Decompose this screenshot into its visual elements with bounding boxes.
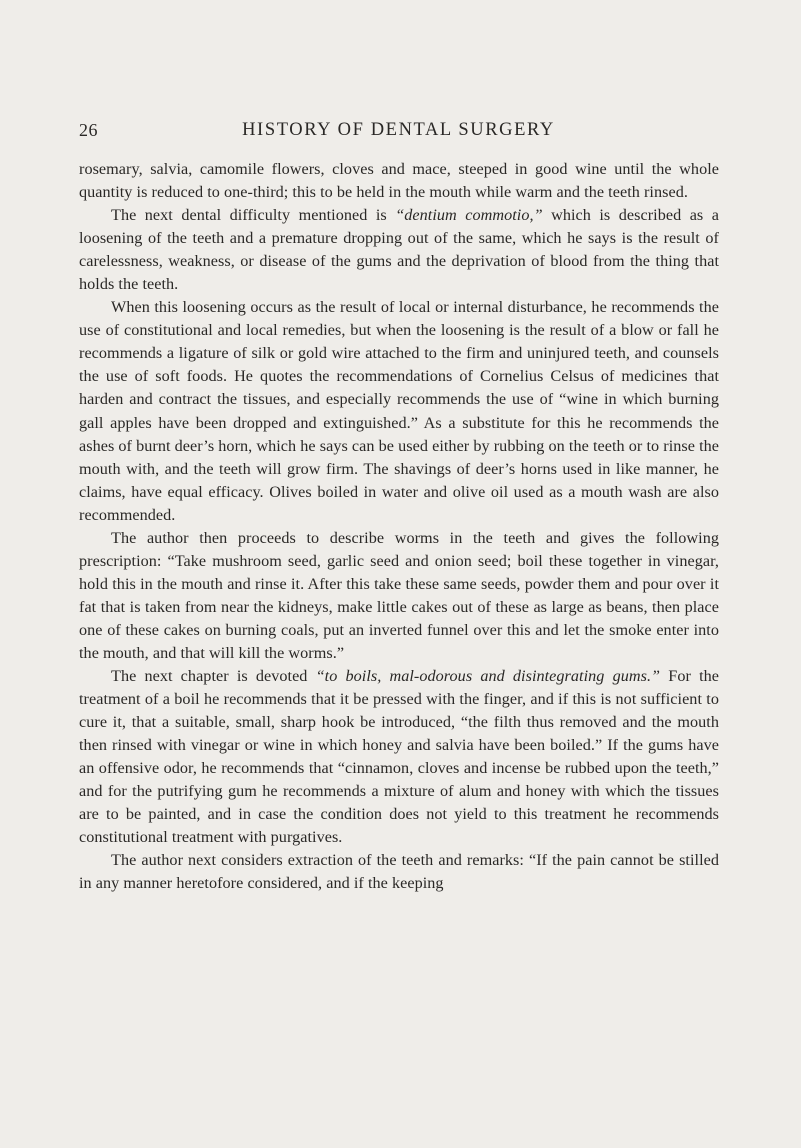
paragraph-text: The author then proceeds to describe worms in the teeth and gives the following prescription: “Take mushroom seed, garlic seed and onion seed; boil these together in vinegar, hold this in the mouth and rinse it. After this take these same seeds, powder them and pour over it fat that is taken from near the kidneys, make little cakes out of these as large as beans, then place one of these cakes on burning coals, put an inverted funnel over this and let the smoke enter into the mouth, and that will kill the worms.” xyxy=(79,528,719,662)
paragraph-text: rosemary, salvia, camomile flowers, cloves and mace, steeped in good wine until the whole quantity is reduced to one-third; this to be held in the mouth while warm and the teeth rinsed. xyxy=(79,160,719,202)
italic-term: “dentium commotio,” xyxy=(395,206,543,225)
paragraph xyxy=(79,204,719,296)
paragraph xyxy=(79,665,719,849)
paragraph xyxy=(79,158,719,204)
paragraph-text: When this loosening occurs as the result of local or internal disturbance, he recommends the use of constitutional and local remedies, but when the loosening is the result of a blow or fall he recommends a ligature of silk or gold wire attached to the firm and uninjured teeth, and counsels the use of soft foods. He quotes the recommendations of Cornelius Celsus of medicines that harden and contract the tissues, and especially recommends the use of “wine in which burning gall apples have been dropped and extinguished.” As a substitute for this he recommends the ashes of burnt deer’s horn, which he says can be used either by rubbing on the teeth or to rinse the mouth with, and the teeth will grow firm. The shavings of deer’s horns used in like manner, he claims, have equal efficacy. Olives boiled in water and olive oil used as a mouth wash are also recommended. xyxy=(79,298,719,524)
italic-term: “to boils, mal-odorous and disintegrating gums.” xyxy=(315,667,661,686)
paragraph-text: The next chapter is devoted xyxy=(111,667,316,686)
paragraph-text: The next dental difficulty mentioned is xyxy=(111,206,396,225)
page-number: 26 xyxy=(79,120,98,140)
paragraph xyxy=(79,296,719,526)
paragraph xyxy=(79,849,719,895)
paragraph-text: The author next considers extraction of the teeth and remarks: “If the pain cannot be stilled in any manner heretofore considered, and if the keeping xyxy=(79,851,719,893)
body-text xyxy=(79,158,719,896)
paragraph xyxy=(79,527,719,665)
running-head xyxy=(79,120,718,142)
paragraph-text: which is described as a loosening of the teeth and a premature dropping out of the same, which he says is the result of carelessness, weakness, or disease of the gums and the deprivation of blood from the thing that holds the teeth. xyxy=(79,206,719,294)
running-title: HISTORY OF DENTAL SURGERY xyxy=(242,120,555,140)
paragraph-text: For the treatment of a boil he recommends that it be pressed with the finger, and if this is not sufficient to cure it, that a suitable, small, sharp hook be introduced, “the filth thus removed and the mouth then rinsed with vinegar or wine in which honey and salvia have been boiled.” If the gums have an offensive odor, he recommends that “cinnamon, cloves and incense be rubbed upon the teeth,” and for the putrifying gum he recommends a mixture of alum and honey with which the tissues are to be painted, and in case the condition does not yield to this treatment he recommends constitutional treatment with purgatives. xyxy=(79,667,719,847)
